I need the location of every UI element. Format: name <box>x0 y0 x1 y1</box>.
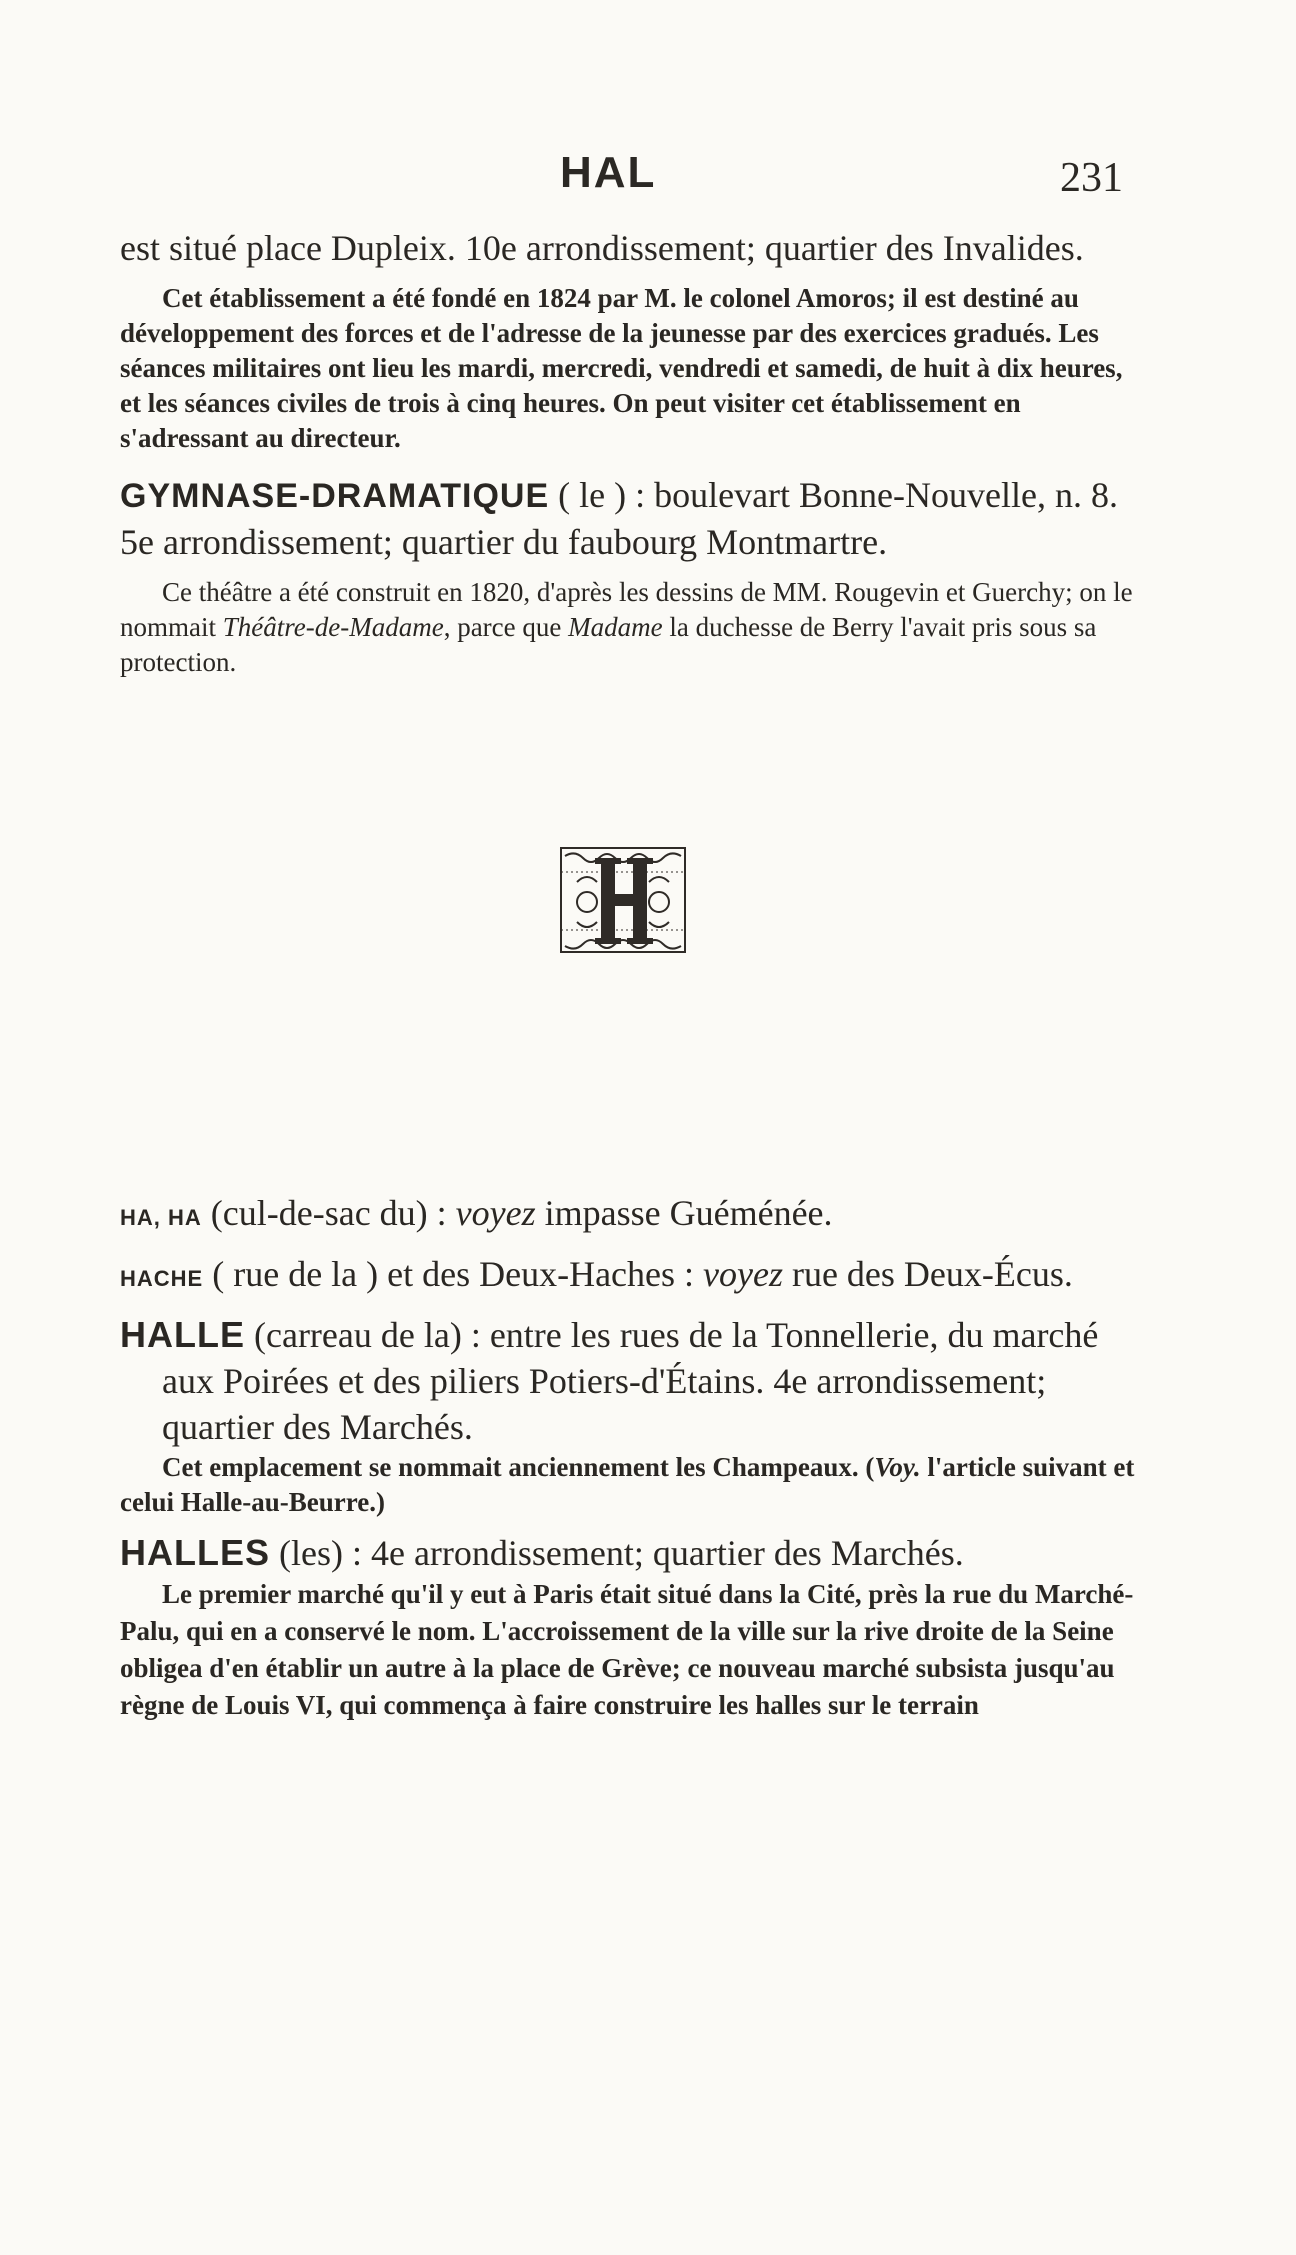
entry-halle <box>120 1312 1142 1450</box>
entry-halle-note <box>120 1450 1142 1520</box>
entry-gymnase-dramatique <box>120 472 1142 565</box>
entry-ha-ha <box>120 1190 1142 1241</box>
entry-location: (carreau de la) : entre les rues de la Tonnellerie, du marché aux Poirées et des piliers Potiers-d'Étains. 4e arrondissement; quartier des Marchés. <box>162 1315 1099 1447</box>
section-ornament <box>120 680 1142 1190</box>
entry-title: HACHE <box>120 1266 204 1291</box>
body-text <box>120 225 1142 1724</box>
page-number: 231 <box>1060 155 1123 201</box>
entry-halles <box>120 1530 1142 1576</box>
note-text: Cet emplacement se nommait anciennement les Champeaux. ( <box>162 1452 875 1482</box>
entry-location: ( le ) : boulevart Bonne-Nouvelle, n. 8. 5e arrondissement; quartier du faubourg Montmartre. <box>120 475 1118 562</box>
note-italic: Madame <box>568 612 663 642</box>
entry-gymnase-dramatique-note <box>120 575 1142 680</box>
entry-hache <box>120 1251 1142 1302</box>
entry-location: (cul-de-sac du) : <box>210 1193 447 1233</box>
note-text: Ce théâtre a été construit en 1820, d'après les dessins de MM. Rougevin et Guerchy; on le nommait <box>120 577 1133 642</box>
entry-location: ( rue de la ) et des Deux-Haches : <box>212 1254 695 1294</box>
running-head: HAL <box>560 148 657 197</box>
entry-italic: voyez <box>455 1193 536 1233</box>
page-header <box>0 148 1296 201</box>
decorated-initial-h-icon <box>553 842 693 960</box>
entry-location: rue des Deux-Écus. <box>791 1254 1073 1294</box>
entry-location: impasse Guéménée. <box>544 1193 833 1233</box>
entry-title: HALLES <box>120 1532 270 1573</box>
note-italic: Voy. <box>874 1452 921 1482</box>
note-text: , parce que <box>443 612 562 642</box>
note-italic: Théâtre-de-Madame <box>222 612 444 642</box>
entry-title: GYMNASE-DRAMATIQUE <box>120 477 550 515</box>
entry-title: HALLE <box>120 1314 245 1355</box>
note-text: la duchesse de Berry l'avait pris sous sa protection. <box>120 612 1097 677</box>
entry-location: (les) : 4e arrondissement; quartier des Marchés. <box>279 1533 964 1573</box>
entry-gymnase-militaire-location: est situé place Dupleix. 10e arrondissement; quartier des Invalides. <box>120 228 1084 268</box>
entry-title: HA, HA <box>120 1205 202 1230</box>
entry-halles-note: Le premier marché qu'il y eut à Paris était situé dans la Cité, près la rue du Marché-Palu, qui en a conservé le nom. L'accroissement de la ville sur la rive droite de la Seine obligea d'en établir un autre à la place de Grève; ce nouveau marché subsista jusqu'au règne de Louis VI, qui commença à faire construire les halles sur le terrain <box>120 1579 1134 1720</box>
note-text: l'article suivant et celui Halle-au-Beurre.) <box>120 1452 1135 1517</box>
entry-gymnase-militaire-note: Cet établissement a été fondé en 1824 par M. le colonel Amoros; il est destiné au développement des forces et de l'adresse de la jeunesse par des exercices gradués. Les séances militaires ont lieu les mardi, mercredi, vendredi et samedi, de huit à dix heures, et les séances civiles de trois à cinq heures. On peut visiter cet établissement en s'adressant au directeur. <box>120 283 1123 453</box>
entry-italic: voyez <box>703 1254 783 1294</box>
